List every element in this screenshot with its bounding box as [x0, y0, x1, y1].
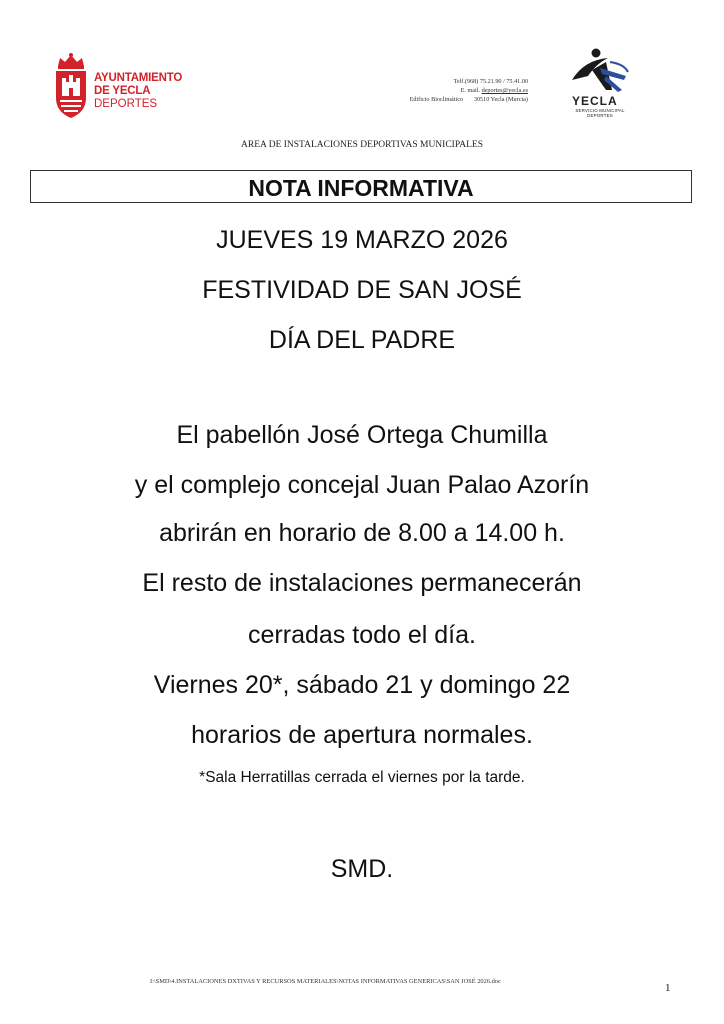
page-number: 1	[665, 982, 671, 994]
yecla-word: YECLA	[572, 94, 618, 108]
athlete-swoosh-icon	[566, 46, 632, 96]
logo-line-de-yecla: DE YECLA	[94, 85, 151, 97]
contact-address: Edificio Bioclimático 30510 Yecla (Murcia)	[409, 96, 528, 103]
coat-of-arms-icon	[52, 52, 90, 120]
contact-phone: Telf.(968) 75.21.90 / 75.41.00	[453, 78, 528, 85]
yecla-subtitle	[570, 108, 630, 118]
heading-dia-padre: DÍA DEL PADRE	[268, 326, 456, 354]
footnote: *Sala Herratillas cerrada el viernes por la tarde.	[199, 769, 525, 786]
nota-title-box	[30, 170, 692, 203]
nota-title: NOTA INFORMATIVA	[248, 175, 474, 201]
body-line-6: Viernes 20*, sábado 21 y domingo 22	[153, 671, 571, 699]
contact-email-line	[348, 86, 528, 95]
body-line-7: horarios de apertura normales.	[191, 721, 533, 749]
signature: SMD.	[330, 855, 394, 883]
heading-date: JUEVES 19 MARZO 2026	[216, 226, 508, 254]
body-line-1: El pabellón José Ortega Chumilla	[176, 421, 548, 449]
body-line-3: abrirán en horario de 8.00 a 14.00 h.	[159, 519, 565, 547]
body-line-5: cerradas todo el día.	[248, 621, 476, 649]
contact-info	[348, 77, 528, 104]
yecla-sub-servicio: SERVICIO MUNICIPAL	[575, 108, 625, 113]
body-line-4: El resto de instalaciones permanecerán	[142, 569, 582, 597]
logo-line-ayuntamiento: AYUNTAMIENTO	[94, 72, 183, 84]
heading-festividad: FESTIVIDAD DE SAN JOSÉ	[202, 276, 522, 304]
logo-line-deportes: DEPORTES	[94, 98, 158, 110]
yecla-deportes-logo	[566, 46, 632, 118]
ayuntamiento-logo	[52, 52, 202, 122]
yecla-sub-deportes: DEPORTES	[587, 113, 613, 118]
footer-file-path: I:\SMD\4.INSTALACIONES DXTIVAS Y RECURSOS MATERIALES\NOTAS INFORMATIVAS GENERICAS\SAN JOSÉ 2026.doc	[150, 978, 501, 985]
contact-email-prefix: E. mail.	[460, 87, 482, 94]
area-heading: AREA DE INSTALACIONES DEPORTIVAS MUNICIPALES	[241, 140, 483, 150]
contact-email-link[interactable]: deportes@yecla.es	[481, 87, 528, 94]
body-line-2: y el complejo concejal Juan Palao Azorín	[134, 471, 590, 499]
